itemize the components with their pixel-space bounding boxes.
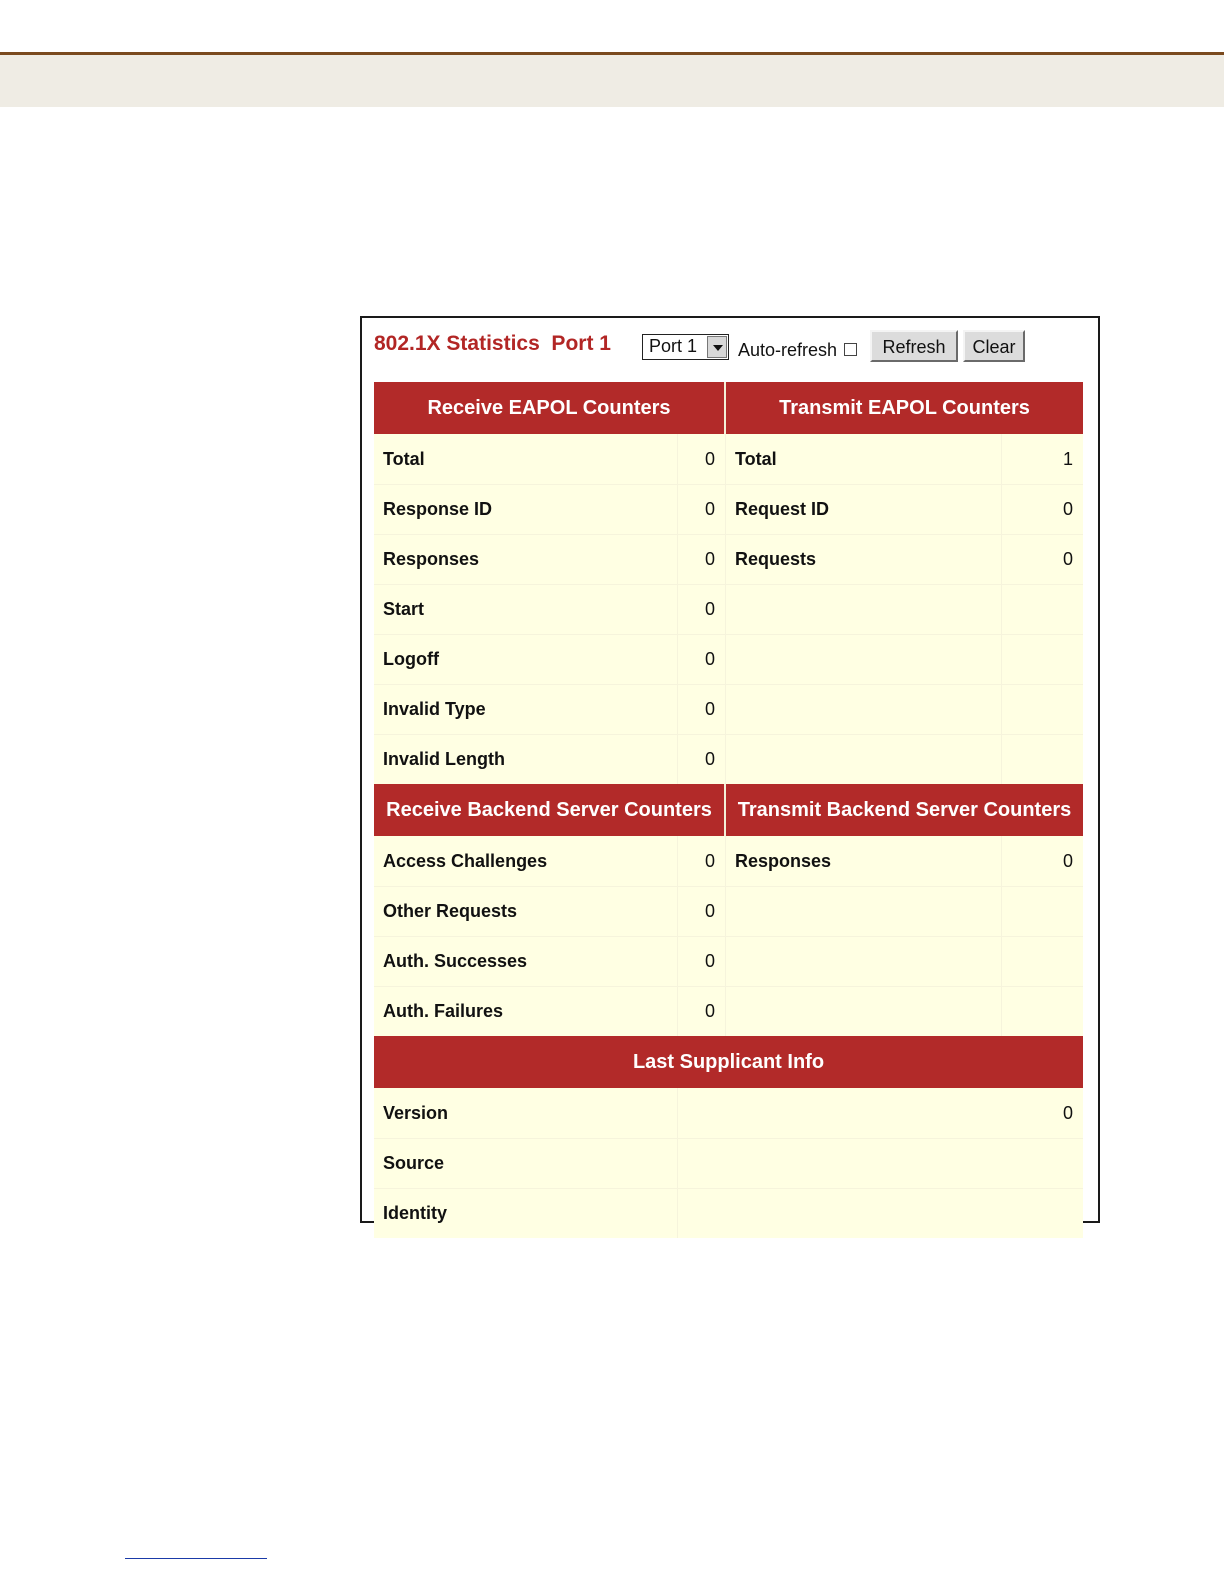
tx-value: 1 xyxy=(1002,434,1083,484)
supplicant-value: 0 xyxy=(678,1088,1083,1138)
auto-refresh-checkbox[interactable] xyxy=(844,343,857,356)
tx-label xyxy=(726,634,1002,684)
tx-value xyxy=(1002,936,1083,986)
supplicant-label: Identity xyxy=(374,1188,678,1238)
receive-backend-header: Receive Backend Server Counters xyxy=(374,784,726,836)
table-row xyxy=(374,836,1083,886)
table-row xyxy=(374,634,1083,684)
table-row xyxy=(374,534,1083,584)
tx-label xyxy=(726,886,1002,936)
tx-value xyxy=(1002,584,1083,634)
table-row xyxy=(374,886,1083,936)
tx-label xyxy=(726,936,1002,986)
footer-link-underline xyxy=(125,1558,267,1559)
transmit-eapol-header: Transmit EAPOL Counters xyxy=(726,382,1083,434)
table-row xyxy=(374,684,1083,734)
statistics-panel xyxy=(360,316,1100,1223)
eapol-rows xyxy=(374,434,1083,784)
refresh-button[interactable]: Refresh xyxy=(870,330,958,362)
transmit-backend-header: Transmit Backend Server Counters xyxy=(726,784,1083,836)
backend-header-row xyxy=(374,784,1083,836)
rx-label: Access Challenges xyxy=(374,836,678,886)
receive-eapol-header: Receive EAPOL Counters xyxy=(374,382,726,434)
counters-table xyxy=(374,382,1083,1238)
rx-label: Response ID xyxy=(374,484,678,534)
tx-value: 0 xyxy=(1002,836,1083,886)
rx-label: Logoff xyxy=(374,634,678,684)
tx-value: 0 xyxy=(1002,484,1083,534)
tx-value: 0 xyxy=(1002,534,1083,584)
tx-label xyxy=(726,734,1002,784)
table-row xyxy=(374,484,1083,534)
table-row xyxy=(374,1138,1083,1188)
table-row xyxy=(374,1088,1083,1138)
rx-label: Total xyxy=(374,434,678,484)
table-row xyxy=(374,584,1083,634)
rx-value: 0 xyxy=(678,634,726,684)
table-row xyxy=(374,734,1083,784)
auto-refresh-label: Auto-refresh xyxy=(738,340,838,360)
rx-value: 0 xyxy=(678,986,726,1036)
table-row xyxy=(374,936,1083,986)
rx-value: 0 xyxy=(678,584,726,634)
tx-value xyxy=(1002,986,1083,1036)
port-select-value: Port 1 xyxy=(649,336,698,356)
rx-label: Responses xyxy=(374,534,678,584)
rx-value: 0 xyxy=(678,484,726,534)
eapol-header-row xyxy=(374,382,1083,434)
backend-rows xyxy=(374,836,1083,1036)
chevron-down-icon[interactable] xyxy=(707,336,727,358)
rx-label: Auth. Failures xyxy=(374,986,678,1036)
tx-value xyxy=(1002,734,1083,784)
tx-value xyxy=(1002,634,1083,684)
rx-label: Start xyxy=(374,584,678,634)
supplicant-value xyxy=(678,1188,1083,1238)
table-row xyxy=(374,434,1083,484)
tx-label: Total xyxy=(726,434,1002,484)
page-title: 802.1X Statistics Port 1 xyxy=(374,332,611,355)
rx-label: Invalid Length xyxy=(374,734,678,784)
table-row xyxy=(374,986,1083,1036)
rx-value: 0 xyxy=(678,534,726,584)
rx-label: Invalid Type xyxy=(374,684,678,734)
rx-value: 0 xyxy=(678,836,726,886)
rx-value: 0 xyxy=(678,886,726,936)
rx-label: Other Requests xyxy=(374,886,678,936)
tx-label xyxy=(726,684,1002,734)
supplicant-rows xyxy=(374,1088,1083,1238)
tx-value xyxy=(1002,886,1083,936)
rx-label: Auth. Successes xyxy=(374,936,678,986)
table-row xyxy=(374,1188,1083,1238)
rx-value: 0 xyxy=(678,434,726,484)
port-select[interactable] xyxy=(642,334,729,360)
rx-value: 0 xyxy=(678,684,726,734)
supplicant-label: Version xyxy=(374,1088,678,1138)
supplicant-label: Source xyxy=(374,1138,678,1188)
supplicant-value xyxy=(678,1138,1083,1188)
rx-value: 0 xyxy=(678,936,726,986)
tx-label: Request ID xyxy=(726,484,1002,534)
tx-label xyxy=(726,584,1002,634)
tx-label: Responses xyxy=(726,836,1002,886)
tx-label: Requests xyxy=(726,534,1002,584)
supplicant-header: Last Supplicant Info xyxy=(374,1036,1083,1088)
tx-value xyxy=(1002,684,1083,734)
header-band xyxy=(0,55,1224,107)
rx-value: 0 xyxy=(678,734,726,784)
tx-label xyxy=(726,986,1002,1036)
supplicant-header-row xyxy=(374,1036,1083,1088)
clear-button[interactable]: Clear xyxy=(963,330,1025,362)
